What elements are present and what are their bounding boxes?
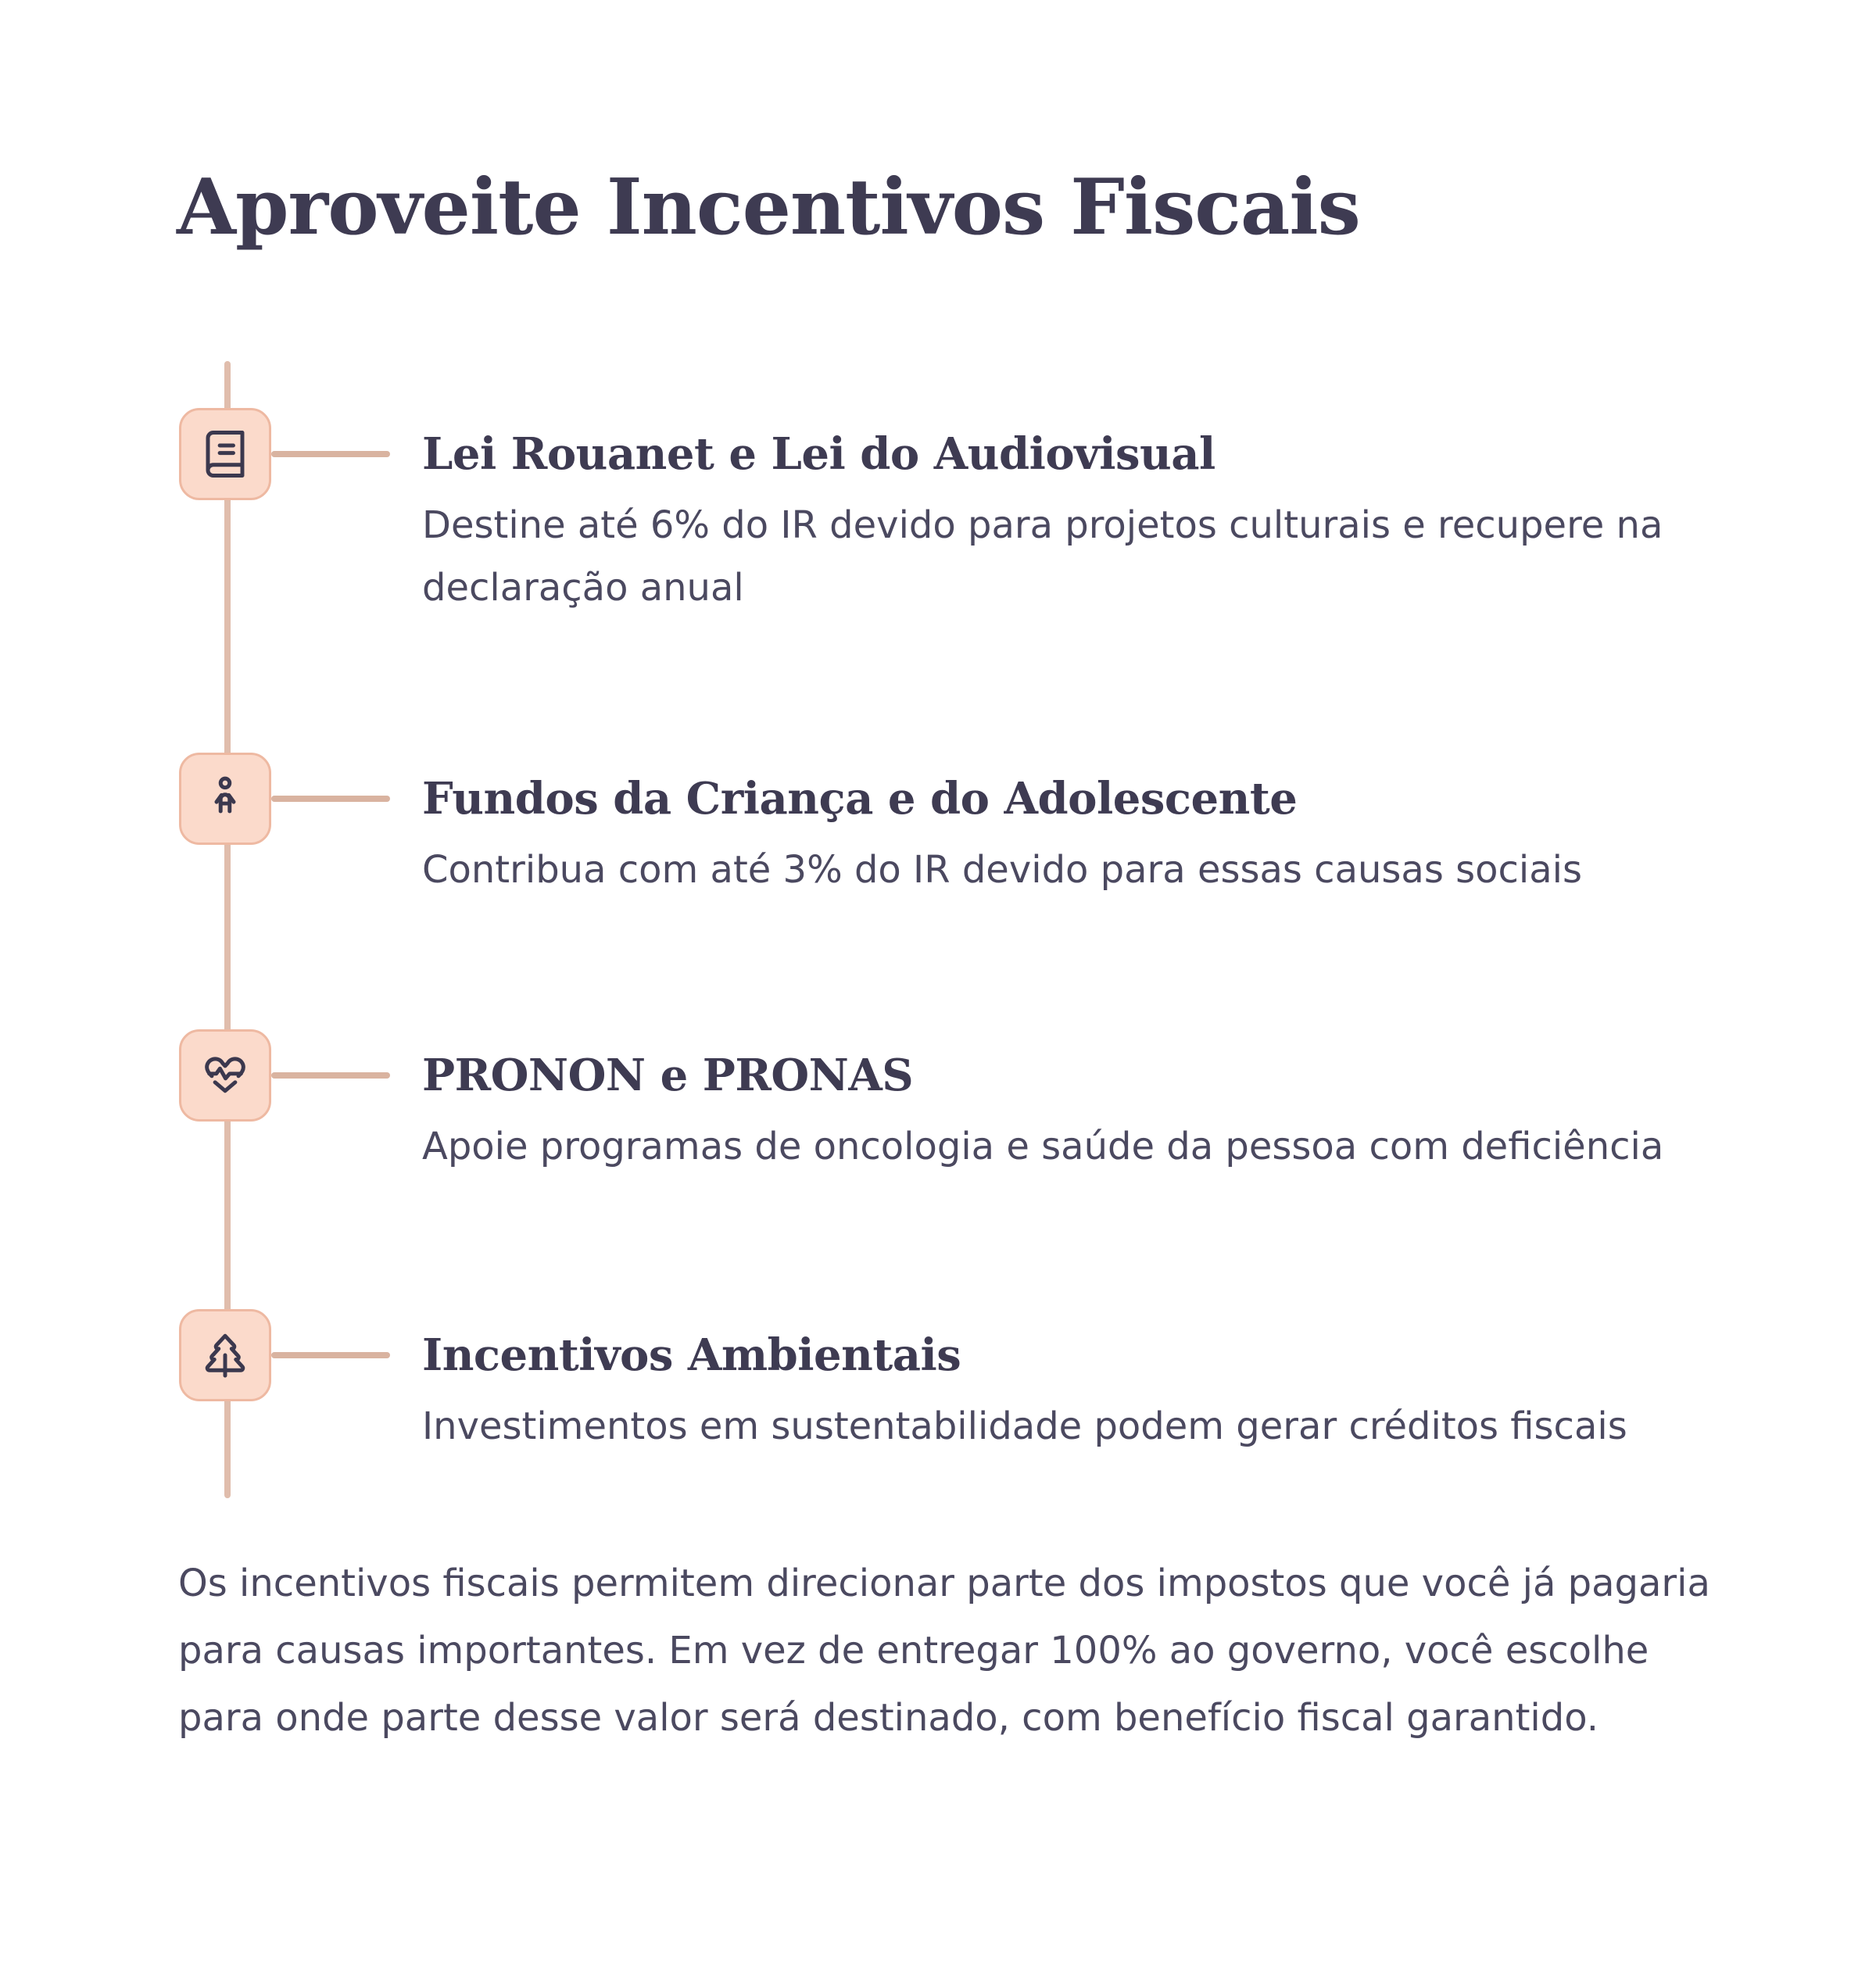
timeline-icon-box: [179, 753, 271, 845]
timeline-item: [422, 408, 1813, 619]
item-description: Destine até 6% do IR devido para projetos culturais e recupere na declaração anual: [422, 503, 1663, 610]
footer-paragraph: Os incentivos fiscais permitem direcionar parte dos impostos que você já pagaria para causas importantes. Em vez de entregar 100% ao governo, você escolhe para onde parte desse valor será destinado, com benefício fiscal garantido.: [178, 1562, 1710, 1740]
item-title: Lei Rouanet e Lei do Audiovisual: [422, 428, 1215, 480]
book-icon: [199, 428, 251, 480]
timeline-connector: [271, 796, 390, 802]
page-title: Aproveite Incentivos Fiscais: [177, 163, 1360, 252]
pine-tree-icon: [199, 1329, 251, 1381]
person-icon: [199, 773, 251, 825]
item-description: Apoie programas de oncologia e saúde da pessoa com deficiência: [422, 1125, 1664, 1168]
item-description: Contribua com até 3% do IR devido para essas causas sociais: [422, 848, 1582, 892]
item-title: PRONON e PRONAS: [422, 1050, 914, 1101]
item-title: Incentivos Ambientais: [422, 1329, 961, 1381]
timeline-icon-box: [179, 1029, 271, 1122]
heart-pulse-icon: [199, 1050, 251, 1101]
timeline-connector: [271, 1072, 390, 1079]
timeline-connector: [271, 451, 390, 457]
item-description: Investimentos em sustentabilidade podem gerar créditos fiscais: [422, 1404, 1627, 1448]
timeline-item: [422, 1029, 1813, 1178]
timeline-icon-box: [179, 408, 271, 500]
timeline-icon-box: [179, 1309, 271, 1401]
item-title: Fundos da Criança e do Adolescente: [422, 773, 1298, 825]
timeline-item: [422, 1309, 1813, 1458]
timeline-connector: [271, 1352, 390, 1358]
timeline-item: [422, 753, 1813, 901]
